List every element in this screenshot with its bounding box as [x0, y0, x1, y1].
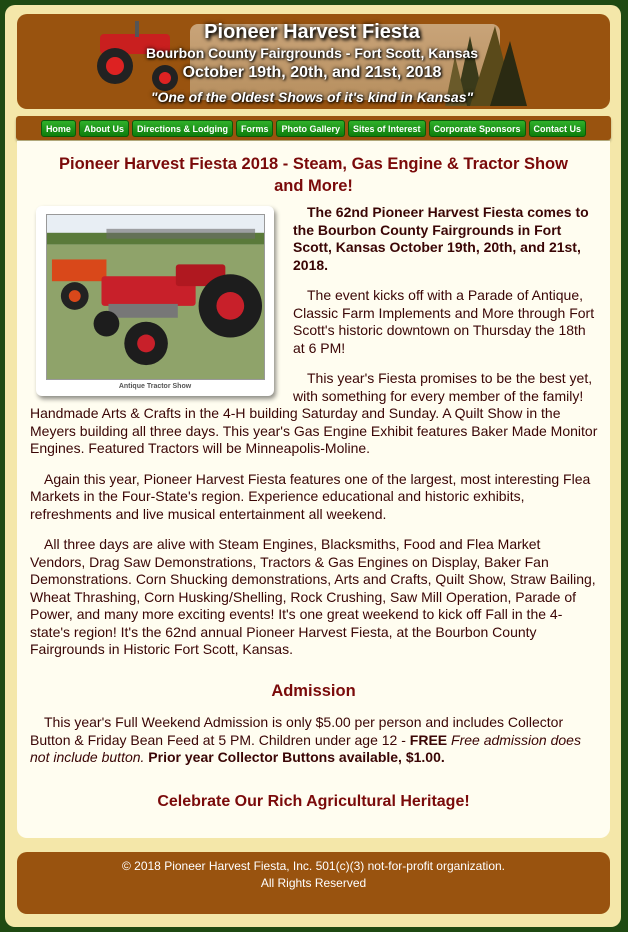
site-footer — [17, 852, 610, 914]
site-header — [17, 14, 610, 109]
nav-photo-gallery[interactable]: Photo Gallery — [276, 120, 345, 137]
nav-about-us[interactable]: About Us — [79, 120, 129, 137]
fiesta-paragraph: This year's Fiesta promises to be the best yet, with something for every member of the family! Handmade Arts & Crafts in the 4-H building Saturday and Sunday. A Quilt Show in the Meyers building all three days. This year's Gas Engine Exhibit features Baker Made Monitor Engines. Featured Tractors will be Minneapolis-Moline. — [30, 370, 598, 456]
prior-buttons-note: Prior year Collector Buttons available, $1.00. — [144, 749, 445, 765]
article-body — [30, 204, 598, 672]
nav-home[interactable]: Home — [41, 120, 76, 137]
main-nav — [16, 116, 611, 140]
site-location: Bourbon County Fairgrounds - Fort Scott, Kansas — [145, 45, 479, 61]
nav-forms[interactable]: Forms — [236, 120, 274, 137]
footer-rights: All Rights Reserved — [260, 876, 367, 890]
photo-caption: Antique Tractor Show — [118, 383, 192, 390]
flea-market-paragraph: Again this year, Pioneer Harvest Fiesta features one of the largest, most interesting Flea Markets in the Four-State's region. Experience educational and historic exhibits, refreshments and live musical entertainment all weekend. — [30, 470, 591, 522]
site-title: Pioneer Harvest Fiesta — [204, 21, 420, 43]
nav-contact-us[interactable]: Contact Us — [529, 120, 587, 137]
intro-paragraph: The 62nd Pioneer Harvest Fiesta comes to the Bourbon County Fairgrounds in Fort Scott, Kansas October 19th, 20th, and 21st, 2018. — [293, 204, 589, 273]
parade-paragraph: The event kicks off with a Parade of Antique, Classic Farm Implements and More through Fort Scott's historic downtown on Thursday the 18th at 6 PM! — [293, 287, 595, 356]
admission-text: This year's Full Weekend Admission is only $5.00 per person and includes Collector Button & Friday Bean Feed at 5 PM. Children under age 12 - FREE Free admission does not include button. Prior year Collector Buttons available, $1.00. — [30, 714, 581, 765]
nav-sites-of-interest[interactable]: Sites of Interest — [348, 120, 426, 137]
celebrate-heading: Celebrate Our Rich Agricultural Heritage! — [157, 793, 470, 810]
free-note: Free admission does not include button. — [30, 731, 581, 765]
admission-heading: Admission — [271, 682, 356, 700]
site-tagline: "One of the Oldest Shows of it's kind in Kansas" — [150, 89, 474, 105]
events-paragraph: All three days are alive with Steam Engines, Blacksmiths, Food and Flea Market Vendors, Drag Saw Demonstrations, Tractors & Gas Engines on Display, Baker Fan Demonstrations. Corn Shucking demonstrations, Arts and Crafts, Quilt Show, Straw Bailing, Wheat Thrashing, Corn Husking/Shelling, Rock Crushing, Saw Mill Operation, Parade of Power, and many more exciting events! It's one great weekend to kick off Fall in the 4-state's region! It's the 62nd annual Pioneer Harvest Fiesta, at the Bourbon County Fairgrounds in Historic Fort Scott, Kansas. — [30, 536, 596, 657]
page-title: Pioneer Harvest Fiesta 2018 - Steam, Gas Engine & Tractor Show and More! — [59, 155, 568, 195]
main-content — [17, 141, 610, 838]
free-label: FREE — [409, 731, 448, 748]
footer-copyright: © 2018 Pioneer Harvest Fiesta, Inc. 501(c)(3) not-for-profit organization. — [121, 859, 505, 873]
nav-directions-lodging[interactable]: Directions & Lodging — [132, 120, 233, 137]
nav-corporate-sponsors[interactable]: Corporate Sponsors — [429, 120, 526, 137]
event-dates: October 19th, 20th, and 21st, 2018 — [182, 64, 442, 81]
